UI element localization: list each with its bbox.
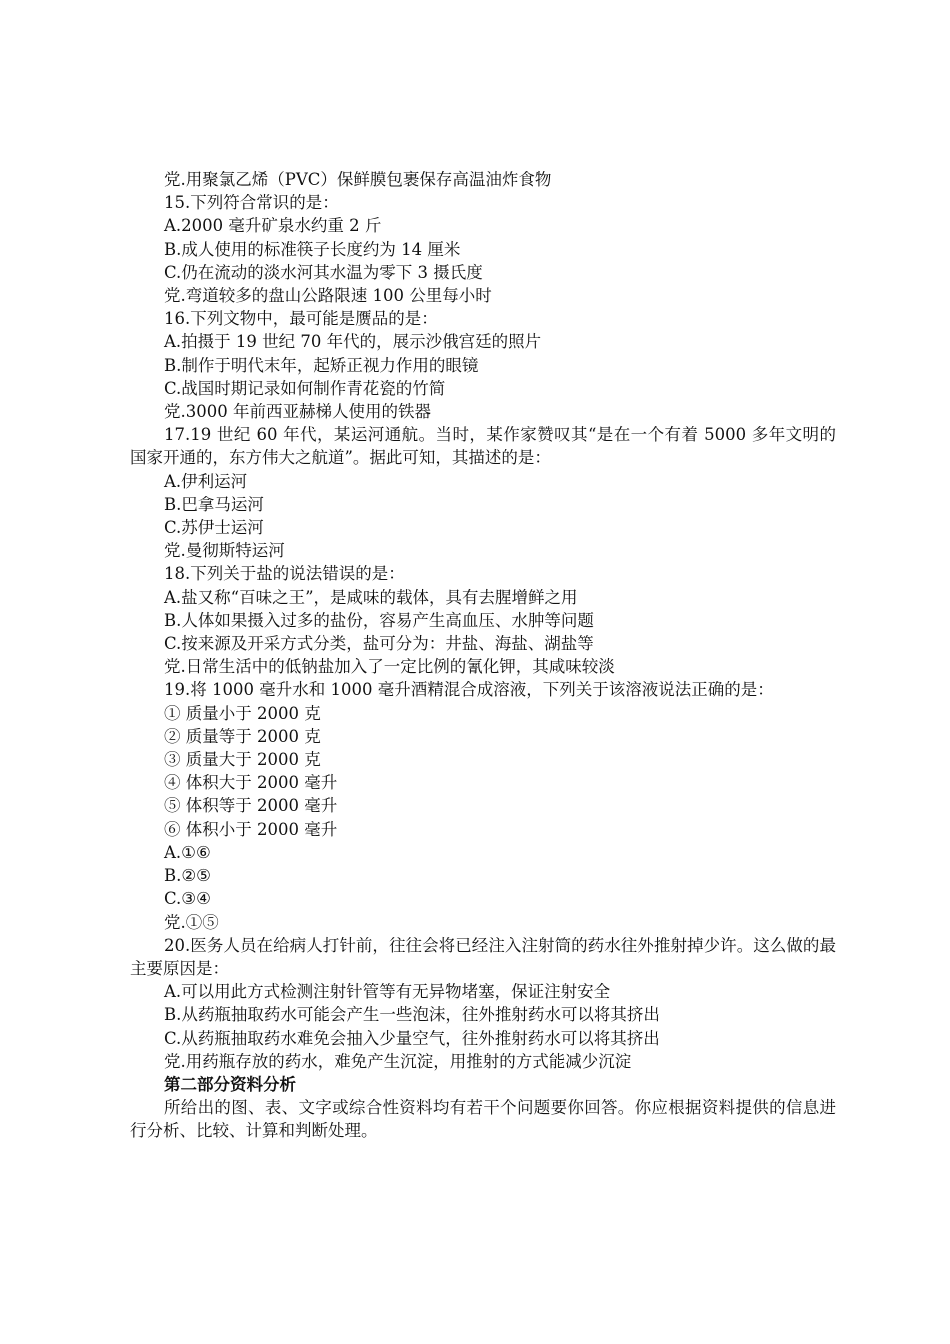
text-line: A.拍摄于 19 世纪 70 年代的，展示沙俄宫廷的照片 [164, 332, 542, 352]
text-line: C.战国时期记录如何制作青花瓷的竹简 [164, 378, 446, 398]
question-stem: 17.19 世纪 60 年代，某运河通航。当时，某作家赞叹其“是在一个有着 5000 多年文明的国家开通的，东方伟大之航道”。据此可知，其描述的是： [130, 425, 836, 468]
text-line: ② 质量等于 2000 克 [164, 726, 321, 746]
text-line: ① 质量小于 2000 克 [164, 703, 321, 723]
text-line: A.盐又称“百味之王”，是咸味的载体，具有去腥增鲜之用 [164, 587, 578, 607]
text-line: 党.①⑤ [164, 912, 219, 932]
text-line: C.③④ [164, 889, 211, 909]
text-line: 党.弯道较多的盘山公路限速 100 公里每小时 [164, 286, 492, 306]
text-line: 18.下列关于盐的说法错误的是： [164, 564, 405, 584]
text-line: A.可以用此方式检测注射针管等有无异物堵塞，保证注射安全 [164, 982, 611, 1002]
text-line: C.按来源及开采方式分类，盐可分为：井盐、海盐、湖盐等 [164, 634, 594, 654]
text-line: 党.用药瓶存放的药水，难免产生沉淀，用推射的方式能减少沉淀 [164, 1051, 632, 1071]
text-line: 党.曼彻斯特运河 [164, 541, 285, 561]
text-line: C.仍在流动的淡水河其水温为零下 3 摄氏度 [164, 262, 483, 282]
text-line: B.制作于明代末年，起矫正视力作用的眼镜 [164, 355, 479, 375]
text-line: B.成人使用的标准筷子长度约为 14 厘米 [164, 239, 461, 259]
text-line: A.2000 毫升矿泉水约重 2 斤 [164, 216, 382, 236]
text-line: B.②⑤ [164, 866, 211, 886]
text-line: B.从药瓶抽取药水可能会产生一些泡沫，往外推射药水可以将其挤出 [164, 1005, 660, 1025]
text-line: 党.用聚氯乙烯（PVC）保鲜膜包裹保存高温油炸食物 [164, 170, 552, 189]
question-stem: 20.医务人员在给病人打针前，往往会将已经注入注射筒的药水往外推射掉少许。这么做的最主要原因是： [130, 935, 836, 978]
question-stem: 19.将 1000 毫升水和 1000 毫升酒精混合成溶液，下列关于该溶液说法正确的是： [164, 680, 774, 700]
text-line: ④ 体积大于 2000 毫升 [164, 773, 338, 793]
text-line: ③ 质量大于 2000 克 [164, 750, 321, 770]
text-line: A.①⑥ [164, 842, 211, 862]
text-line: ⑥ 体积小于 2000 毫升 [164, 819, 338, 839]
text-line: B.巴拿马运河 [164, 494, 264, 514]
text-line: C.从药瓶抽取药水难免会抽入少量空气，往外推射药水可以将其挤出 [164, 1028, 660, 1048]
text-line: C.苏伊士运河 [164, 518, 264, 538]
text-line: 15.下列符合常识的是： [164, 193, 339, 213]
text-line: ⑤ 体积等于 2000 毫升 [164, 796, 338, 816]
text-line: A.伊利运河 [164, 471, 248, 491]
document-body [130, 168, 836, 1143]
text-line: 党.日常生活中的低钠盐加入了一定比例的氰化钾，其咸味较淡 [164, 657, 615, 677]
question-stem: 所给出的图、表、文字或综合性资料均有若干个问题要你回答。你应根据资料提供的信息进行分析、比较、计算和判断处理。 [130, 1098, 836, 1141]
section-heading: 第二部分资料分析 [164, 1074, 296, 1094]
text-line: 党.3000 年前西亚赫梯人使用的铁器 [164, 402, 431, 422]
text-line: 16.下列文物中，最可能是赝品的是： [164, 309, 438, 329]
text-line: B.人体如果摄入过多的盐份，容易产生高血压、水肿等问题 [164, 610, 594, 630]
